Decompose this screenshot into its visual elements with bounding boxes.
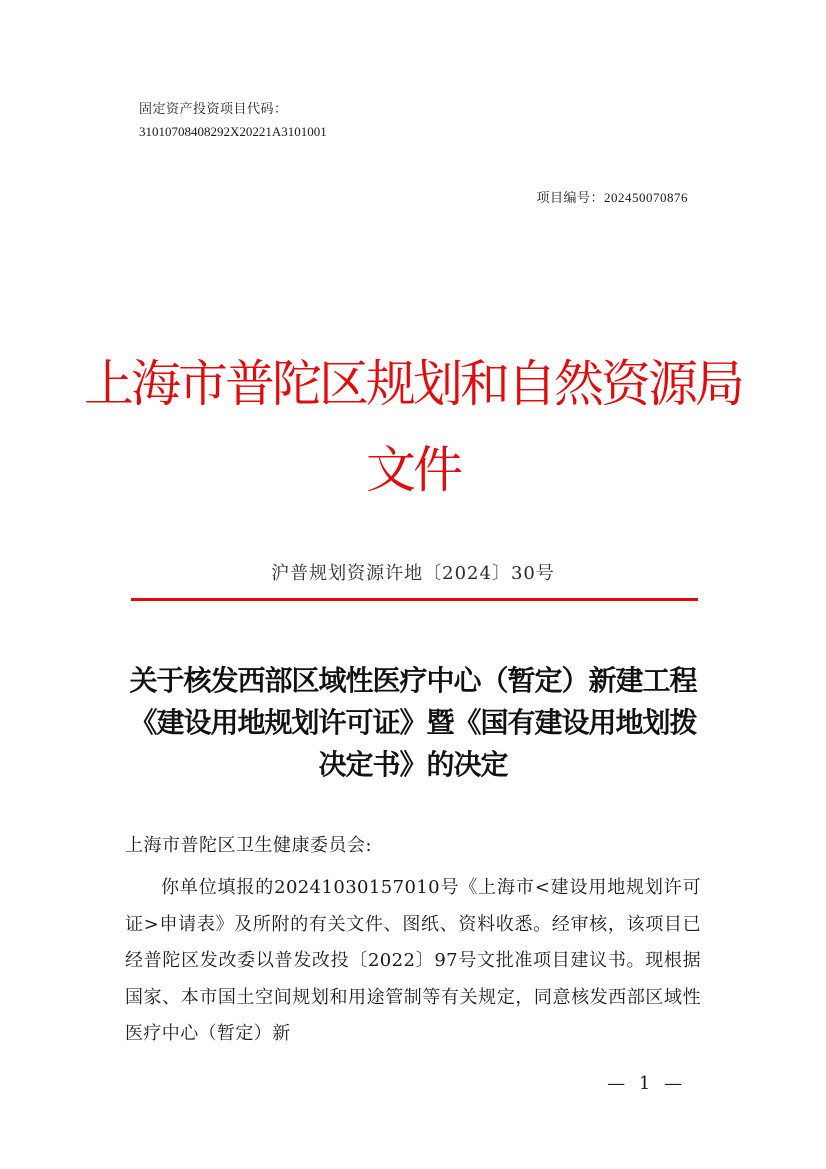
red-separator-line xyxy=(131,598,698,601)
addressee: 上海市普陀区卫生健康委员会: xyxy=(125,835,373,856)
project-number-value: 202450070876 xyxy=(604,190,688,205)
document-title: 关于核发西部区域性医疗中心（暂定）新建工程《建设用地规划许可证》暨《国有建设用地划拨决定书》的决定 xyxy=(129,664,697,781)
investment-code-label: 固定资产投资项目代码： xyxy=(139,102,288,117)
project-number xyxy=(536,188,688,209)
page-number: — 1 — xyxy=(607,1073,686,1094)
document-number: 沪普规划资源许地〔2024〕30号 xyxy=(271,563,555,584)
issuing-organization: 上海市普陀区规划和自然资源局 xyxy=(84,355,742,413)
document-word: 文件 xyxy=(366,441,460,499)
project-number-label: 项目编号： xyxy=(536,191,604,206)
body-paragraph: 你单位填报的20241030157010号《上海市<建设用地规划许可证>申请表》及所附的有关文件、图纸、资料收悉。经审核，该项目已经普陀区发改委以普发改投〔2022〕97号文批准项目建议书。现根据国家、本市国土空间规划和用途管制等有关规定，同意核发西部区域性医疗中心（暂定）新 xyxy=(125,877,701,1044)
investment-code-value: 31010708408292X20221A3101001 xyxy=(139,124,327,139)
